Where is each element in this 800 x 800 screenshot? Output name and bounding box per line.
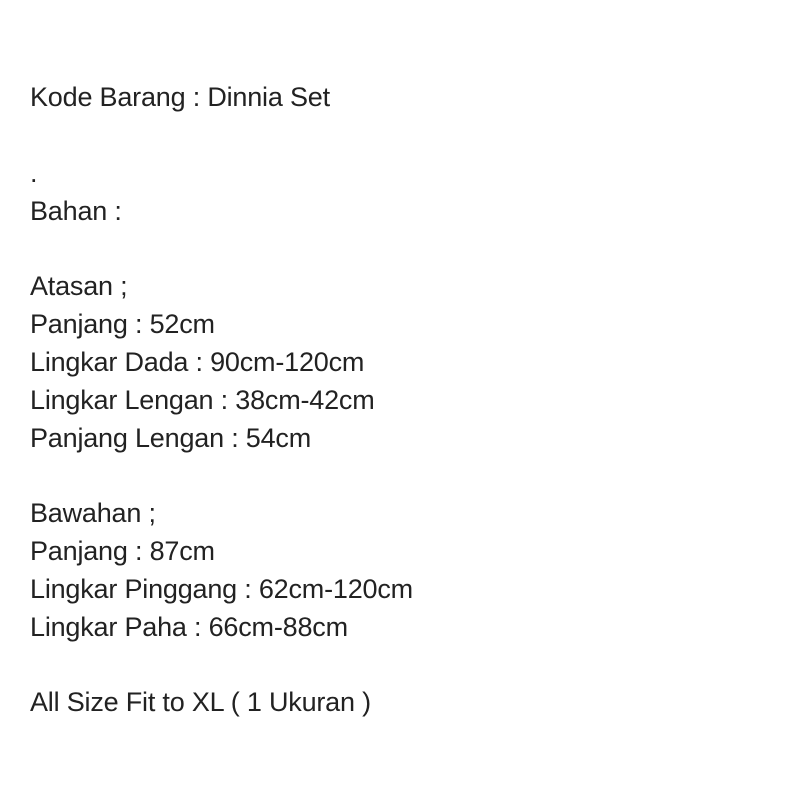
product-description bbox=[30, 0, 790, 800]
top-chest: Lingkar Dada : 90cm-120cm bbox=[30, 347, 365, 377]
bottom-length: Panjang : 87cm bbox=[30, 536, 215, 566]
bottom-thigh: Lingkar Paha : 66cm-88cm bbox=[30, 612, 348, 642]
product-code: Kode Barang : Dinnia Set bbox=[30, 82, 330, 112]
separator-dot: . bbox=[30, 158, 38, 188]
bottom-waist: Lingkar Pinggang : 62cm-120cm bbox=[30, 574, 413, 604]
top-arm-circumference: Lingkar Lengan : 38cm-42cm bbox=[30, 385, 375, 415]
bottom-section-heading: Bawahan ; bbox=[30, 498, 156, 528]
size-note: All Size Fit to XL ( 1 Ukuran ) bbox=[30, 687, 371, 717]
top-length: Panjang : 52cm bbox=[30, 309, 215, 339]
top-section-heading: Atasan ; bbox=[30, 271, 128, 301]
material-label: Bahan : bbox=[30, 196, 122, 226]
top-sleeve-length: Panjang Lengan : 54cm bbox=[30, 423, 312, 453]
